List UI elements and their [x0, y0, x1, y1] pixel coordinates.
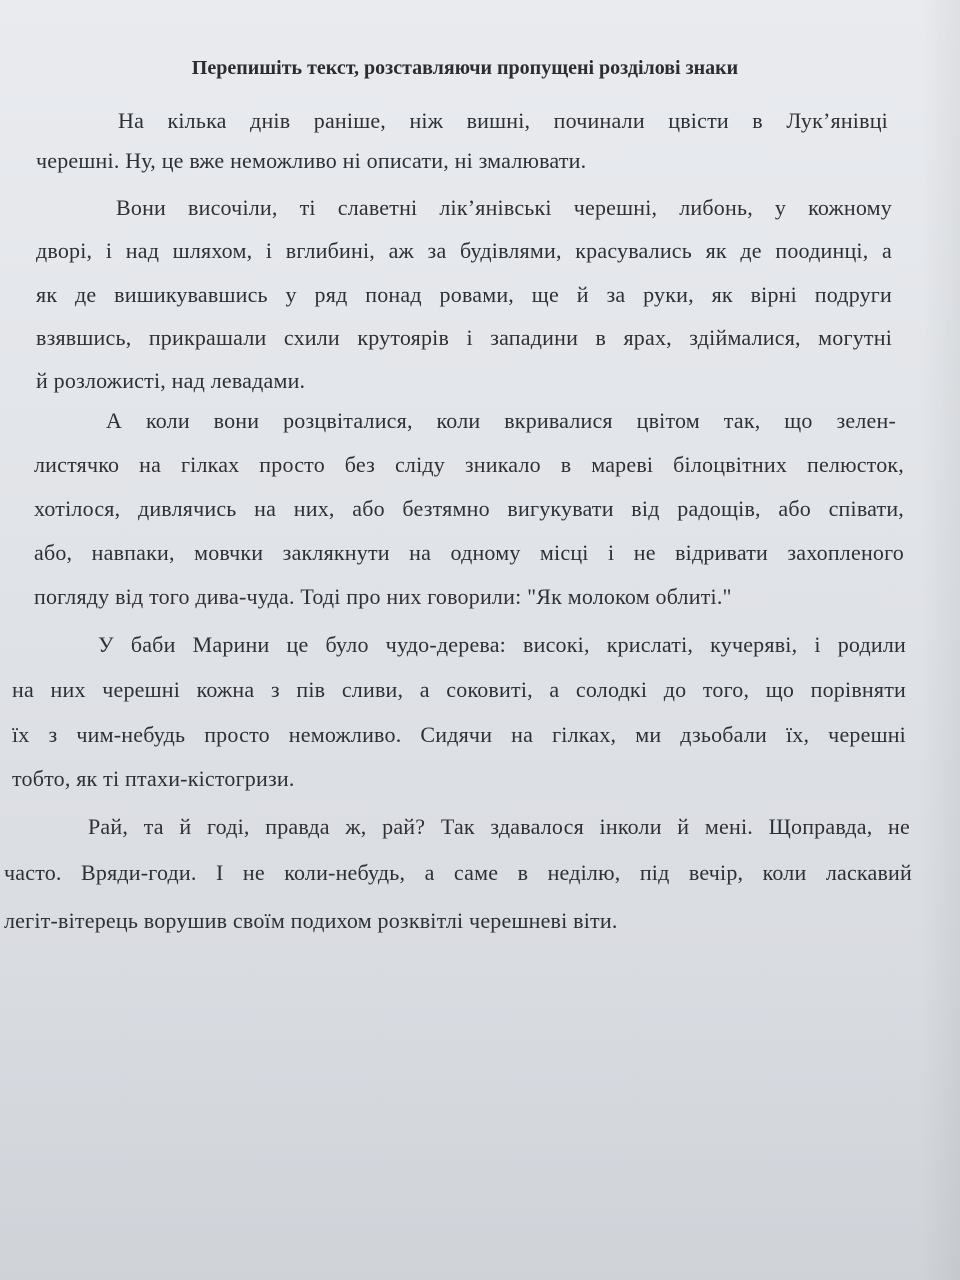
text-line: Рай, та й годі, правда ж, рай? Так здавалося інколи й мені. Щоправда, не [88, 814, 910, 839]
text-line: тобто, як ті птахи-кістогризи. [12, 766, 295, 791]
page-fold-shadow [920, 0, 960, 1280]
text-line: На кілька днів раніше, ніж вишні, починали цвісти в Лук’янівці [118, 108, 888, 133]
text-line: й розложисті, над левадами. [36, 368, 306, 393]
text-line: У баби Марини це було чудо-дерева: високі, крислаті, кучеряві, і родили [98, 632, 906, 657]
text-line: їх з чим-небудь просто неможливо. Сидячи на гілках, ми дзьобали їх, черешні [12, 722, 906, 747]
text-line: взявшись, прикрашали схили крутоярів і западини в ярах, здіймалися, могутні [36, 325, 892, 350]
text-line: або, навпаки, мовчки заклякнути на одному місці і не відривати захопленого [34, 540, 904, 565]
text-line: часто. Вряди-годи. І не коли-небудь, а саме в неділю, під вечір, коли ласкавий [4, 860, 912, 885]
text-line: хотілося, дивлячись на них, або безтямно вигукувати від радощів, або співати, [34, 496, 904, 521]
text-line: черешні. Ну, це вже неможливо ні описати, ні змалювати. [36, 148, 587, 173]
exercise-title: Перепишіть текст, розставляючи пропущені розділові знаки [191, 57, 739, 79]
text-line: дворі, і над шляхом, і вглибині, аж за будівлями, красувались як де поодинці, а [36, 238, 892, 263]
text-line: як де вишикувавшись у ряд понад ровами, ще й за руки, як вірні подруги [36, 282, 892, 307]
text-line: Вони височіли, ті славетні лік’янівські черешні, либонь, у кожному [116, 195, 892, 220]
text-line: на них черешні кожна з пів сливи, а соковиті, а солодкі до того, що порівняти [12, 677, 906, 702]
text-line: А коли вони розцвіталися, коли вкривалися цвітом так, що зелен- [106, 408, 896, 433]
text-line: листячко на гілках просто без сліду зникало в мареві білоцвітних пелюсток, [34, 452, 904, 477]
text-line: погляду від того дива-чуда. Тоді про них говорили: "Як молоком облиті." [34, 584, 732, 609]
text-line: легіт-вітерець ворушив своїм подихом розквітлі черешневі віти. [4, 908, 618, 933]
